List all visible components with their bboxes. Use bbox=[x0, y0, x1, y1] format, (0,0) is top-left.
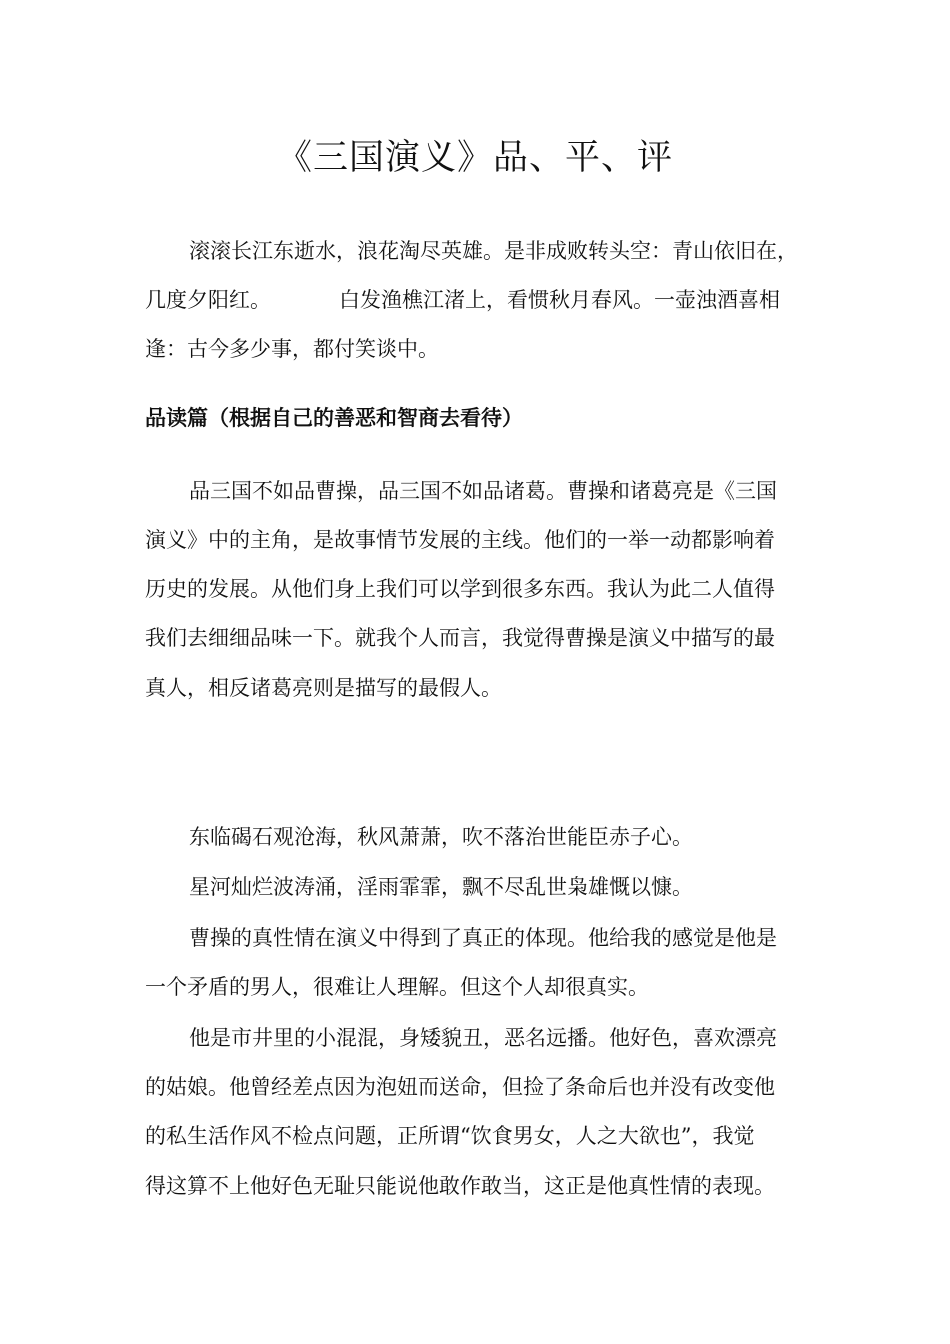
para2-line-1: 曹操的真性情在演义中得到了真正的体现。他给我的感觉是他是 bbox=[189, 926, 777, 950]
poem-line-2-part-a: 几度夕阳红。 bbox=[145, 288, 271, 312]
para2-line-2: 一个矛盾的男人，很难让人理解。但这个人却很真实。 bbox=[145, 975, 649, 999]
poem-line-1: 滚滚长江东逝水，浪花淘尽英雄。是非成败转头空：青山依旧在， bbox=[189, 239, 798, 263]
para1-line-2: 演义》中的主角，是故事情节发展的主线。他们的一举一动都影响着 bbox=[145, 528, 775, 552]
section-heading: 品读篇（根据自己的善恶和智商去看待） bbox=[145, 406, 523, 430]
para1-line-5: 真人，相反诸葛亮则是描写的最假人。 bbox=[145, 676, 502, 700]
couplet-line-1: 东临碣石观沧海，秋风萧萧，吹不落治世能臣赤子心。 bbox=[189, 825, 693, 849]
para3-line-4: 得这算不上他好色无耻只能说他敢作敢当，这正是他真性情的表现。 bbox=[145, 1174, 775, 1198]
para3-line-3: 的私生活作风不检点问题，正所谓“饮食男女，人之大欲也”，我觉 bbox=[145, 1124, 755, 1148]
para3-line-2: 的姑娘。他曾经差点因为泡妞而送命，但捡了条命后也并没有改变他 bbox=[145, 1075, 775, 1099]
para1-line-4: 我们去细细品味一下。就我个人而言，我觉得曹操是演义中描写的最 bbox=[145, 626, 775, 650]
para3-line-1: 他是市井里的小混混，身矮貌丑，恶名远播。他好色，喜欢漂亮 bbox=[189, 1026, 777, 1050]
poem-line-2-part-b: 白发渔樵江渚上，看惯秋月春风。一壶浊酒喜相 bbox=[339, 288, 780, 312]
document-title: 《三国演义》品、平、评 bbox=[276, 138, 673, 178]
para1-line-3: 历史的发展。从他们身上我们可以学到很多东西。我认为此二人值得 bbox=[145, 577, 775, 601]
poem-line-3: 逢：古今多少事，都付笑谈中。 bbox=[145, 337, 439, 361]
couplet-line-2: 星河灿烂波涛涌，淫雨霏霏，飘不尽乱世枭雄慨以慷。 bbox=[189, 875, 693, 899]
para1-line-1: 品三国不如品曹操，品三国不如品诸葛。曹操和诸葛亮是《三国 bbox=[189, 479, 777, 503]
poem-line-2 bbox=[145, 285, 780, 315]
